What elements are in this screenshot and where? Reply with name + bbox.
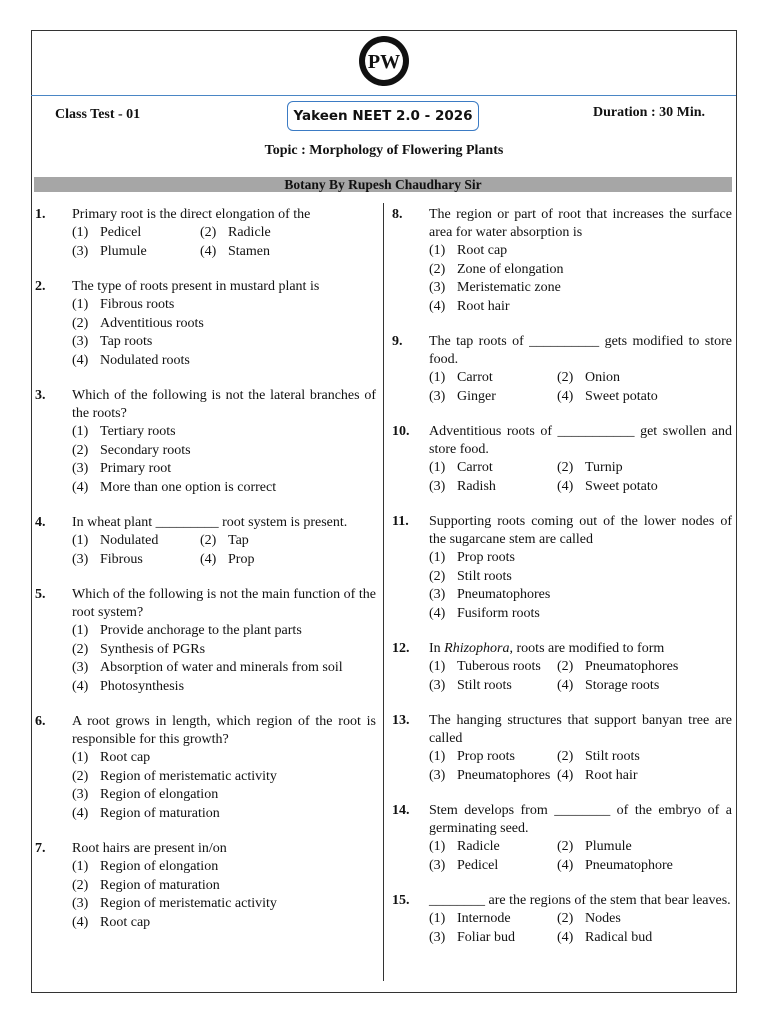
option-text: Storage roots [585,677,660,693]
option-number: (2) [557,659,574,674]
question-number: 13. [392,713,410,728]
option-number: (2) [72,442,89,458]
option-number: (4) [200,551,217,567]
option-text: Tap [228,533,249,548]
option-text: Pneumatophores [585,659,679,674]
option-number: (4) [72,805,89,821]
duration-label: Duration : 30 Min. [593,105,705,120]
option-text: Region of meristematic activity [100,768,277,784]
question-text: Supporting roots coming out of the lower nodes of the sugarcane stem are called [429,514,732,547]
question-15 [392,892,732,947]
option-text: Nodulated [100,533,159,548]
option-number: (4) [557,388,574,404]
option-number: (3) [72,660,89,675]
question-8 [392,206,732,316]
option-number: (3) [72,461,89,476]
option-text: Root hair [457,298,510,314]
option-number: (3) [429,857,446,873]
question-text-part: , roots are modified to form [509,641,665,656]
option-text: Sweet potato [585,478,658,494]
question-6 [35,713,376,823]
question-13 [392,712,732,785]
option-number: (1) [72,859,89,874]
question-number: 12. [392,641,410,656]
question-text [429,640,732,658]
option-text: Prop [228,551,255,567]
option-number: (3) [429,478,446,494]
option-number: (4) [72,352,89,368]
option-text: Onion [585,370,620,385]
class-test-label: Class Test - 01 [55,107,141,122]
option-number: (1) [429,911,446,926]
option-text: Secondary roots [100,442,191,458]
option-text: Stilt roots [457,677,512,693]
option-number: (3) [429,280,446,295]
question-text: Adventitious roots of ___________ get swollen and store food. [429,424,732,457]
option-text: Fibrous roots [100,297,175,312]
question-text: The tap roots of __________ gets modified to store food. [429,334,732,367]
option-number: (2) [200,225,217,240]
option-number: (3) [429,587,446,602]
option-text: Adventitious roots [100,315,204,331]
option-number: (1) [429,243,446,258]
subject-band: Botany By Rupesh Chaudhary Sir [34,177,732,192]
option-number: (4) [429,298,446,314]
option-text: Ginger [457,388,496,404]
question-number: 7. [35,841,46,856]
left-column [35,206,376,949]
question-text: Primary root is the direct elongation of the [72,207,311,222]
option-number: (3) [72,551,89,567]
option-number: (3) [72,787,89,802]
question-text: Stem develops from ________ of the embryo of a germinating seed. [429,803,732,836]
option-text: Pedicel [457,857,499,873]
option-text: Region of meristematic activity [100,896,277,911]
option-number: (2) [557,839,574,854]
option-text: More than one option is correct [100,479,277,495]
option-number: (4) [200,243,217,259]
option-number: (1) [429,839,446,854]
option-number: (4) [557,478,574,494]
question-number: 10. [392,424,410,439]
option-number: (3) [429,767,446,783]
question-text: The type of roots present in mustard plant is [72,279,320,294]
option-text: Pneumatophore [585,857,673,873]
option-text: Internode [457,911,511,926]
question-7 [35,840,376,932]
option-text: Foliar bud [457,929,515,945]
option-number: (2) [429,261,446,277]
option-number: (3) [72,896,89,911]
question-14 [392,802,732,875]
option-text: Sweet potato [585,388,658,404]
option-text: Fibrous [100,551,143,567]
question-number: 1. [35,207,46,222]
option-text: Stamen [228,243,270,259]
question-text: Root hairs are present in/on [72,841,227,856]
option-text: Primary root [100,461,172,476]
option-text: Radical bud [585,929,653,945]
column-divider [383,203,384,981]
option-text: Tertiary roots [100,424,176,439]
option-number: (2) [72,768,89,784]
question-number: 5. [35,587,46,602]
option-text: Stilt roots [457,568,512,584]
right-column [392,206,732,964]
option-text: Pneumatophores [457,767,551,783]
option-number: (4) [72,479,89,495]
option-number: (4) [429,605,446,621]
option-number: (3) [429,677,446,693]
option-text: Synthesis of PGRs [100,641,206,657]
question-text: A root grows in length, which region of the root is responsible for this growth? [72,714,376,747]
option-text: Root cap [457,243,508,258]
question-9 [392,333,732,406]
question-number: 9. [392,334,403,349]
option-number: (2) [557,460,574,475]
option-text: Nodes [585,911,621,926]
topic-heading: Topic : Morphology of Flowering Plants [264,143,504,158]
option-number: (1) [72,225,89,240]
option-text: Zone of elongation [457,261,564,277]
question-text: ________ are the regions of the stem that bear leaves. [429,893,731,908]
option-text: Radish [457,478,496,494]
option-number: (3) [429,388,446,404]
option-text: Photosynthesis [100,678,185,694]
exam-title: Yakeen NEET 2.0 - 2026 [287,101,479,131]
option-text: Meristematic zone [457,280,561,295]
option-text: Root cap [100,914,151,930]
option-number: (1) [429,749,446,764]
option-number: (2) [72,877,89,893]
option-number: (4) [72,678,89,694]
question-number: 15. [392,893,410,908]
option-text: Stilt roots [585,749,640,764]
question-number: 3. [35,388,46,403]
species-name: Rhizophora [444,641,510,656]
question-number: 14. [392,803,410,818]
option-number: (3) [429,929,446,945]
option-text: Root hair [585,767,638,783]
option-text: Region of maturation [100,805,220,821]
option-number: (1) [429,550,446,565]
header-rule [31,95,736,96]
option-text: Tap roots [100,334,153,349]
option-text: Root cap [100,750,151,765]
question-number: 2. [35,279,46,294]
option-number: (3) [72,334,89,349]
option-number: (1) [429,659,446,674]
question-11 [392,513,732,623]
question-text: The hanging structures that support banyan tree are called [429,713,732,746]
question-12 [392,640,732,695]
pw-logo-text: PW [367,51,401,73]
option-text: Region of elongation [100,859,219,874]
option-text: Radicle [457,839,500,854]
option-text: Plumule [100,243,147,259]
question-3 [35,387,376,497]
question-text: Which of the following is not the lateral branches of the roots? [72,388,376,421]
question-number: 4. [35,515,46,530]
option-text: Provide anchorage to the plant parts [100,623,302,638]
option-number: (1) [72,623,89,638]
question-number: 11. [392,514,409,529]
option-number: (2) [72,641,89,657]
question-10 [392,423,732,496]
option-text: Prop roots [457,749,515,764]
question-text: In wheat plant _________ root system is present. [72,515,348,530]
option-number: (2) [200,533,217,548]
option-text: Pneumatophores [457,587,551,602]
question-1 [35,206,376,261]
option-number: (3) [72,243,89,259]
option-number: (1) [72,750,89,765]
option-text: Carrot [457,460,493,475]
option-number: (2) [557,370,574,385]
option-text: Turnip [585,460,623,475]
option-text: Radicle [228,225,271,240]
question-text: The region or part of root that increases the surface area for water absorption is [429,207,732,240]
question-4 [35,514,376,569]
option-text: Prop roots [457,550,515,565]
option-number: (2) [429,568,446,584]
option-number: (1) [72,297,89,312]
question-number: 8. [392,207,403,222]
question-number: 6. [35,714,46,729]
option-number: (2) [557,749,574,764]
option-number: (4) [557,929,574,945]
option-text: Plumule [585,839,632,854]
option-number: (2) [72,315,89,331]
question-text-part: In [429,641,445,656]
option-number: (4) [557,677,574,693]
option-number: (4) [557,767,574,783]
question-2 [35,278,376,370]
question-5 [35,586,376,696]
pw-logo [358,35,410,87]
option-number: (1) [72,424,89,439]
option-number: (2) [557,911,574,926]
option-number: (1) [429,460,446,475]
option-number: (1) [429,370,446,385]
option-text: Tuberous roots [457,659,541,674]
option-text: Absorption of water and minerals from soil [100,660,343,675]
option-text: Carrot [457,370,493,385]
option-text: Pedicel [100,225,142,240]
option-text: Region of elongation [100,787,219,802]
option-number: (4) [557,857,574,873]
option-text: Fusiform roots [457,605,540,621]
question-text: Which of the following is not the main function of the root system? [72,587,376,620]
option-number: (1) [72,533,89,548]
option-text: Region of maturation [100,877,220,893]
option-text: Nodulated roots [100,352,190,368]
option-number: (4) [72,914,89,930]
